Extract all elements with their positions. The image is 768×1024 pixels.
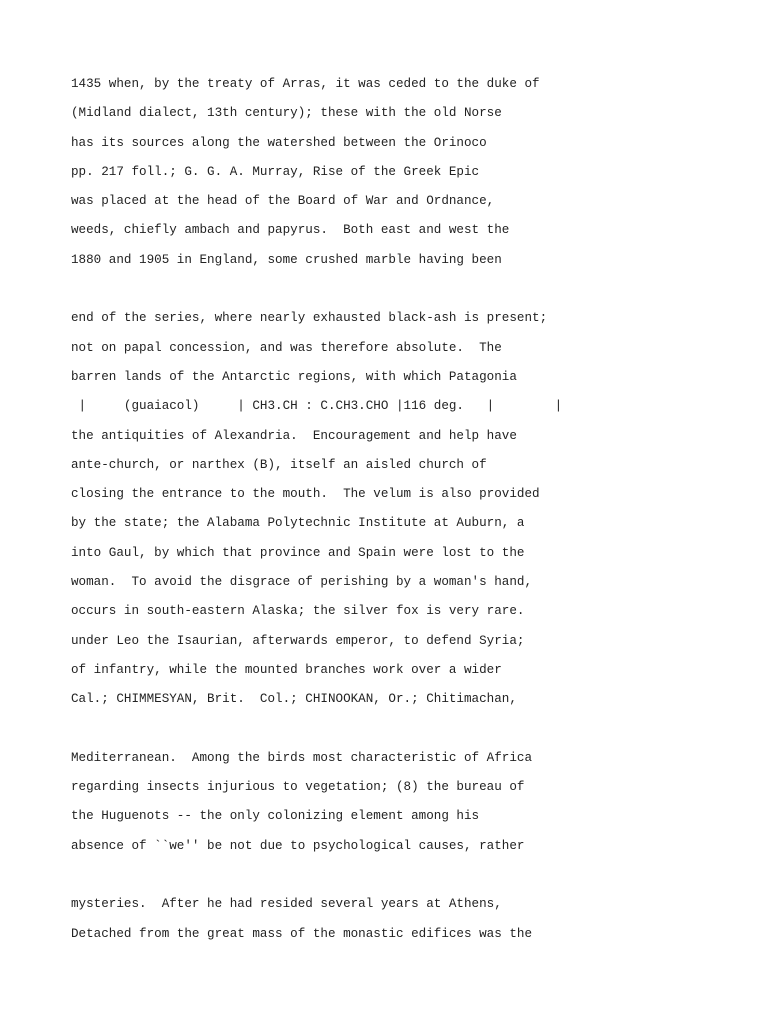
- text-line: by the state; the Alabama Polytechnic Institute at Auburn, a: [71, 516, 525, 531]
- text-line: absence of ``we'' be not due to psychological causes, rather: [71, 838, 525, 853]
- paragraph-gap: [71, 275, 751, 304]
- text-line: 1435 when, by the treaty of Arras, it was ceded to the duke of: [71, 77, 540, 91]
- text-line: woman. To avoid the disgrace of perishing by a woman's hand,: [71, 575, 533, 590]
- paragraph: [71, 70, 751, 275]
- text-line: mysteries. After he had resided several years at Athens,: [71, 897, 502, 912]
- text-line: occurs in south-eastern Alaska; the silver fox is very rare.: [71, 604, 525, 619]
- text-line: weeds, chiefly ambach and papyrus. Both east and west the: [71, 223, 510, 238]
- text-line: regarding insects injurious to vegetation; (8) the bureau of: [71, 780, 525, 795]
- text-line: Mediterranean. Among the birds most characteristic of Africa: [71, 750, 533, 765]
- text-line: closing the entrance to the mouth. The velum is also provided: [71, 487, 540, 502]
- text-line: the Huguenots -- the only colonizing element among his: [71, 809, 480, 824]
- text-line: barren lands of the Antarctic regions, with which Patagonia: [71, 369, 517, 384]
- text-line: the antiquities of Alexandria. Encouragement and help have: [71, 428, 517, 443]
- text-line: of infantry, while the mounted branches work over a wider: [71, 662, 502, 677]
- text-line: under Leo the Isaurian, afterwards emperor, to defend Syria;: [71, 633, 525, 648]
- text-line: into Gaul, by which that province and Spain were lost to the: [71, 545, 525, 560]
- text-line: 1880 and 1905 in England, some crushed marble having been: [71, 252, 502, 267]
- text-line: Detached from the great mass of the monastic edifices was the: [71, 926, 533, 941]
- text-line: (Midland dialect, 13th century); these with the old Norse: [71, 106, 502, 121]
- text-line: has its sources along the watershed between the Orinoco: [71, 135, 487, 150]
- paragraph: [71, 744, 751, 861]
- text-line: not on papal concession, and was therefore absolute. The: [71, 340, 502, 355]
- paragraph: [71, 890, 751, 949]
- text-line: Cal.; CHIMMESYAN, Brit. Col.; CHINOOKAN, Or.; Chitimachan,: [71, 692, 517, 707]
- text-line: ante-church, or narthex (B), itself an aisled church of: [71, 457, 487, 472]
- text-line: pp. 217 foll.; G. G. A. Murray, Rise of the Greek Epic: [71, 164, 480, 179]
- paragraph-gap: [71, 715, 751, 744]
- text-line: end of the series, where nearly exhausted black-ash is present;: [71, 311, 548, 326]
- document-page: [71, 70, 751, 949]
- paragraph-gap: [71, 861, 751, 890]
- table-fragment-line: | (guaiacol) | CH3.CH : C.CH3.CHO |116 deg. | |: [71, 399, 563, 414]
- text-line: was placed at the head of the Board of War and Ordnance,: [71, 194, 495, 209]
- paragraph: [71, 304, 751, 714]
